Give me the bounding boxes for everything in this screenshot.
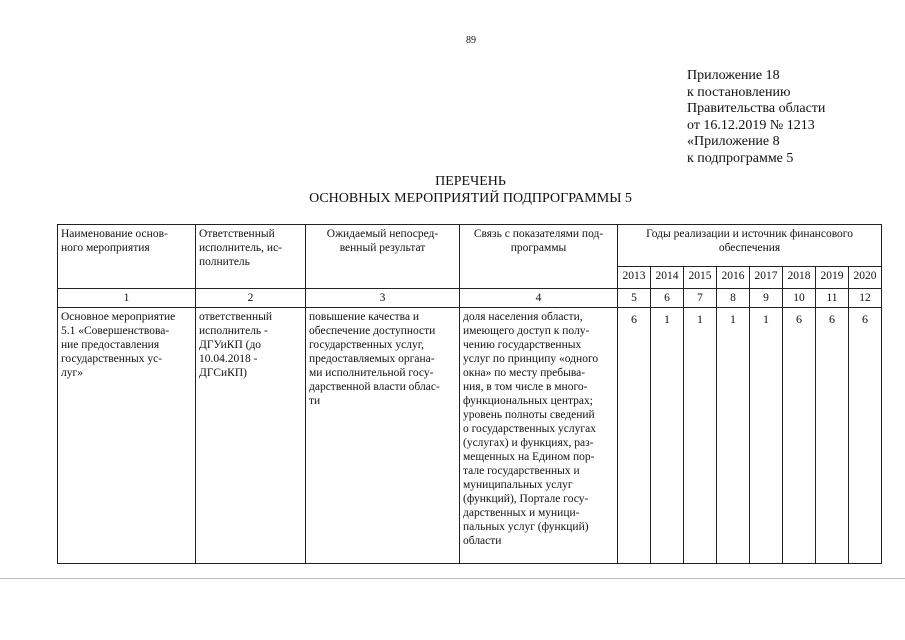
header-executor: Ответственный исполнитель, ис- полнитель [196,225,306,289]
appendix-line: к постановлению [687,84,791,100]
year-value: 1 [651,308,684,564]
year-value: 6 [849,308,882,564]
year-value: 1 [684,308,717,564]
appendix-line: Приложение 18 [687,68,780,83]
column-number: 10 [783,289,816,308]
header-indicators: Связь с показателями под- программы [460,225,618,289]
appendix-block [687,68,825,167]
year-cell: 2014 [651,267,684,289]
year-cell: 2019 [816,267,849,289]
appendix-line: Правительства области [687,101,826,116]
column-number: 11 [816,289,849,308]
column-number: 4 [460,289,618,308]
page-divider [0,578,905,579]
measures-table [57,224,882,564]
year-cell: 2017 [750,267,783,289]
measure-name: Основное мероприятие 5.1 «Совершенствова- ние предоставления государственных ус- луг» [58,308,196,564]
measure-executor: ответственный исполнитель - ДГУиКП (до 10.04.2018 - ДГСиКП) [196,308,306,564]
column-number: 8 [717,289,750,308]
column-number: 2 [196,289,306,308]
year-cell: 2018 [783,267,816,289]
column-number: 1 [58,289,196,308]
column-number: 12 [849,289,882,308]
year-cell: 2015 [684,267,717,289]
year-value: 6 [783,308,816,564]
column-number: 9 [750,289,783,308]
year-value: 6 [618,308,651,564]
header-name: Наименование основ- ного мероприятия [58,225,196,289]
column-number: 7 [684,289,717,308]
year-value: 1 [750,308,783,564]
appendix-line: «Приложение 8 [687,134,780,149]
header-years-group: Годы реализации и источник финансового обеспечения [618,225,882,267]
page-number: 89 [466,35,476,46]
header-result: Ожидаемый непосред- венный результат [306,225,460,289]
year-value: 1 [717,308,750,564]
title-line-2: ОСНОВНЫХ МЕРОПРИЯТИЙ ПОДПРОГРАММЫ 5 [309,191,632,206]
appendix-line: от 16.12.2019 № 1213 [687,117,815,133]
column-number: 6 [651,289,684,308]
measure-indicators: доля населения области, имеющего доступ к полу- чению государственных услуг по принципу «одного окна» по месту пребыва- ния, в том числе в много- функциональных центрах; уровень полноты сведений о государственных услугах (услугах) и функциях, раз- мещенных на Едином пор- тале государственных и муниципальных услуг (функций), Портале госу- дарственных и муници- пальных услуг (функций) области [460,308,618,564]
appendix-line: к подпрограмме 5 [687,150,794,166]
year-cell: 2013 [618,267,651,289]
year-value: 6 [816,308,849,564]
document-title [0,173,905,207]
measure-result: повышение качества и обеспечение доступности государственных услуг, предоставляемых органа- ми исполнительной госу- дарственной власти облас- ти [306,308,460,564]
column-number: 3 [306,289,460,308]
year-cell: 2016 [717,267,750,289]
column-number: 5 [618,289,651,308]
year-cell: 2020 [849,267,882,289]
title-line-1: ПЕРЕЧЕНЬ [435,174,506,189]
